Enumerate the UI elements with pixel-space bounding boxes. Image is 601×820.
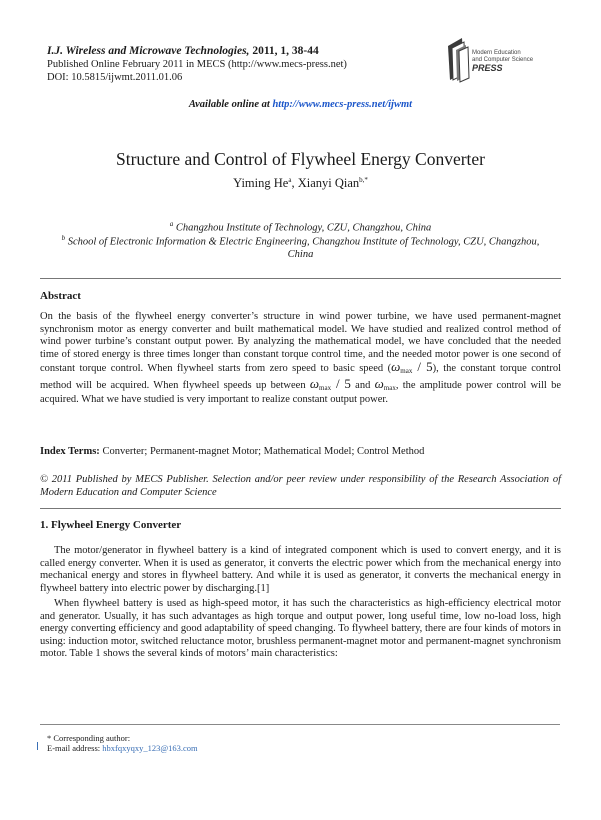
div-five: / 5 [331, 375, 351, 391]
author-list [0, 176, 601, 191]
journal-issue: 2011, 1, 38-44 [252, 45, 319, 57]
author-separator: , [291, 176, 298, 191]
section-paragraph-2: When flywheel battery is used as high-speed motor, it has such the characteristics as high-efficiency electrical motor and generator. Usually, it has such advantages as high torque and output power, long useful time, low no-load loss, high energy converting efficiency and good adaptability of speed changing. To flywheel battery, there are four kinds of motors in using: induction motor, switched reluctance motor, brushless permanent-magnet motor and permanent-magnet synchronism motor. Table 1 shows the several kinds of motors’ main characteristics: [40, 598, 561, 659]
divider-bottom [40, 508, 561, 509]
abstract-text-4: , the amplitude power control will be acquired. What we have studied is very important to realize constant output power. [40, 379, 561, 405]
author-name: Yiming He [233, 176, 289, 191]
logo-line2: and Computer Science [472, 56, 534, 63]
index-terms [40, 446, 561, 459]
paper-title: Structure and Control of Flywheel Energy Converter [115, 149, 486, 169]
abstract-text-3: and [350, 379, 375, 391]
available-online [0, 99, 601, 110]
author-name: Xianyi Qian [297, 176, 360, 191]
max-subscript: max [383, 383, 396, 392]
journal-link[interactable]: http://www.mecs-press.net/ijwmt [272, 99, 413, 110]
publisher-logo [446, 36, 556, 86]
affiliation-b [40, 232, 561, 262]
omega-symbol: ω [309, 375, 320, 391]
journal-title [47, 45, 319, 57]
doi-line: DOI: 10.5815/ijwmt.2011.01.06 [47, 72, 183, 83]
math-omega-max-div5 [391, 359, 433, 374]
published-line: Published Online February 2011 in MECS (http://www.mecs-press.net) [47, 59, 347, 70]
abstract-text-1: On the basis of the flywheel energy converter’s structure in wind power turbine, we have used permanent-magnet synchronism motor as energy converter and built mathematical model. We have studied and realized control method of wind power turbine’s constant output power. By analyzing the mathematical model, we have concluded that the needed time of stored energy is three times longer than constant torque control time, and the needed motor power is one second of constant torque control. When flywheel starts from zero speed to basic speed ( [40, 311, 561, 374]
math-omega-max-div5 [310, 376, 351, 391]
abstract-text-2: ), the constant torque control method will be acquired. When flywheel speeds up between [40, 363, 561, 391]
affiliation-text: Changzhou Institute of Technology, CZU, Changzhou, China [173, 222, 432, 234]
affiliation-mark: a [169, 220, 174, 228]
section-paragraph-1: The motor/generator in flywheel battery is a kind of integrated component which is used to convert energy, and it is called energy converter. When it is used as generator, it converts the electric power which from the mechanical energy into mechanical energy and stores in flywheel battery. And while it is used as generator, it converts the mechanical energy in flywheel battery into electric power by discharging.[1] [40, 545, 561, 594]
div-five: / 5 [412, 359, 433, 374]
logo-press: PRESS [472, 63, 503, 73]
affiliation-mark: b [61, 234, 66, 242]
index-terms-label: Index Terms: [40, 446, 100, 457]
logo-line1: Modern Education [472, 50, 521, 56]
abstract-heading: Abstract [40, 290, 81, 302]
omega-symbol: ω [374, 375, 384, 391]
max-subscript: max [400, 367, 413, 375]
author-mark: a [288, 176, 292, 184]
divider-top [40, 278, 561, 279]
max-subscript: max [319, 383, 332, 392]
copyright-notice: © 2011 Published by MECS Publisher. Selection and/or peer review under responsibility of the Research Association of Modern Education and Computer Science [40, 474, 561, 498]
footnote-corresponding: * Corresponding author: [47, 733, 131, 743]
index-terms-text: Converter; Permanent-magnet Motor; Mathematical Model; Control Method [99, 446, 425, 457]
section-heading: 1. Flywheel Energy Converter [40, 519, 182, 531]
footnote-divider [40, 724, 560, 725]
affiliation-text: School of Electronic Information & Electric Engineering, Changzhou Institute of Technology, CZU, Changzhou, China [65, 236, 540, 260]
abstract-body [40, 311, 561, 407]
omega-symbol: ω [391, 359, 401, 374]
email-label: E-mail address: [47, 743, 103, 753]
author-mark: b,* [359, 176, 368, 184]
footnote-email [47, 743, 198, 753]
math-omega-max [375, 376, 396, 391]
email-link[interactable]: hbxfqxyqxy_123@163.com [102, 743, 198, 753]
margin-marker [37, 742, 38, 750]
journal-name: I.J. Wireless and Microwave Technologies, [47, 45, 250, 57]
available-prefix: Available online at [188, 99, 273, 110]
